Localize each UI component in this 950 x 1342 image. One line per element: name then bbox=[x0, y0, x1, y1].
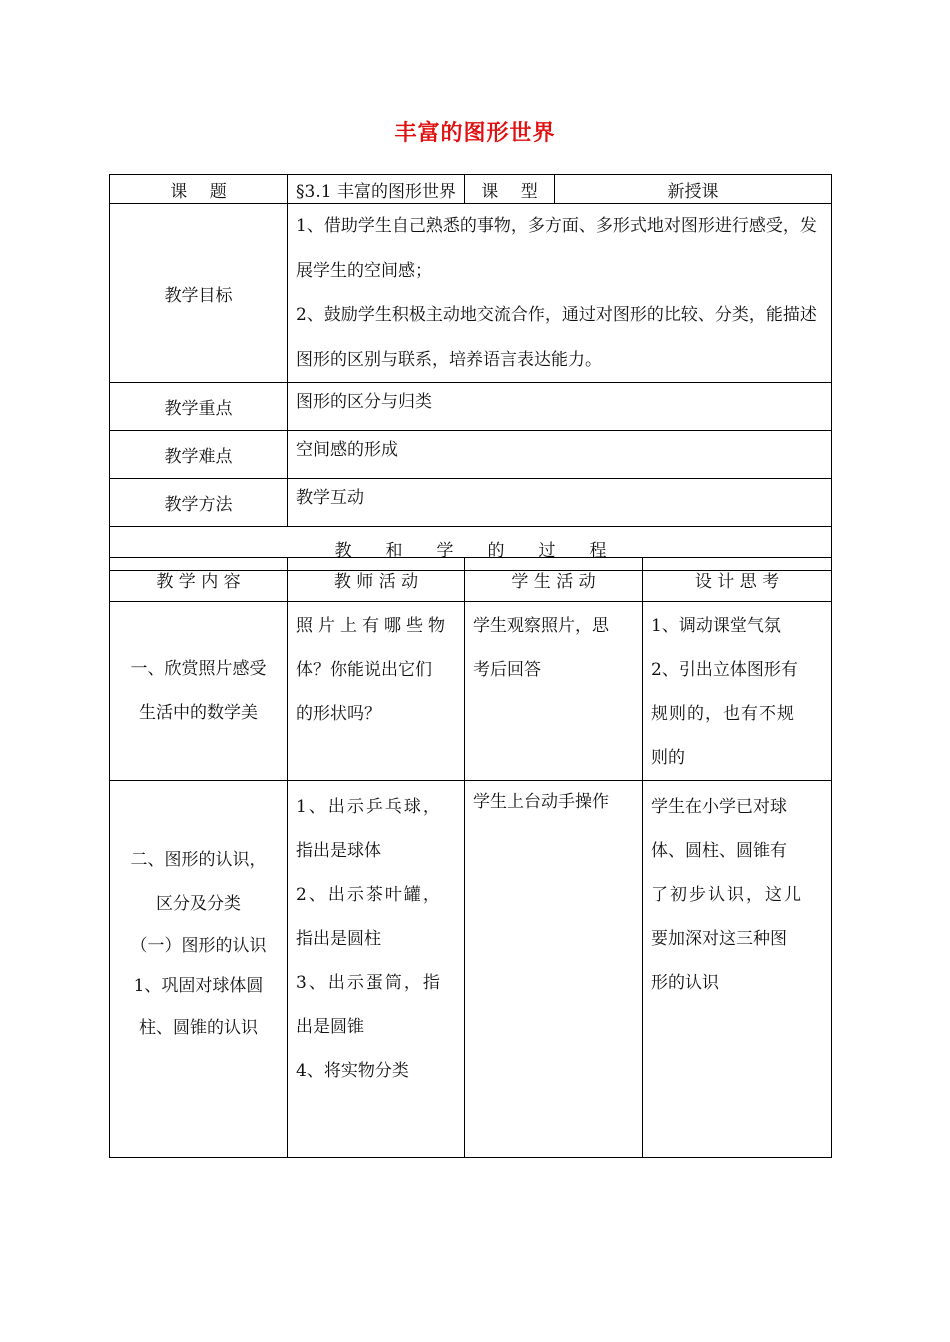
process-columns-row bbox=[110, 558, 832, 602]
lesson-plan-table bbox=[109, 174, 832, 571]
step-2-teacher-line: 指出是圆柱 bbox=[296, 929, 381, 949]
objectives-row bbox=[110, 204, 832, 383]
type-value: 新授课 bbox=[555, 175, 832, 204]
topic-label: 课 题 bbox=[110, 175, 288, 204]
type-label: 课 型 bbox=[465, 175, 555, 204]
step-2-content-line: 柱、圆锥的认识 bbox=[139, 1018, 258, 1038]
process-heading: 教 和 学 的 过 程 bbox=[110, 527, 832, 571]
step-row bbox=[110, 781, 832, 1158]
column-design: 设 计 思 考 bbox=[643, 558, 832, 602]
column-teacher: 教 师 活 动 bbox=[288, 558, 465, 602]
step-1-teacher bbox=[288, 602, 465, 781]
step-2-teacher-line: 1、出示乒乓球， bbox=[296, 797, 442, 817]
method-value: 教学互动 bbox=[288, 479, 832, 527]
process-table bbox=[109, 557, 832, 1158]
column-student: 学 生 活 动 bbox=[465, 558, 643, 602]
step-2-teacher-line: 2、出示茶叶罐， bbox=[296, 885, 442, 905]
step-1-content-line: 生活中的数学美 bbox=[139, 703, 258, 723]
step-2-content-line: 二、图形的认识， bbox=[130, 850, 267, 870]
objective-1: 1、借助学生自己熟悉的事物，多方面、多形式地对图形进行感受，发展学生的空间感； bbox=[296, 216, 817, 281]
step-2-teacher-line: 出是圆锥 bbox=[296, 1017, 364, 1037]
key-point-row bbox=[110, 383, 832, 431]
page-title: 丰富的图形世界 bbox=[394, 121, 556, 146]
step-2-design-line: 学生在小学已对球 bbox=[651, 797, 787, 817]
step-2-content-line: 区分及分类 bbox=[156, 894, 241, 914]
method-label: 教学方法 bbox=[110, 479, 288, 527]
difficulty-row bbox=[110, 431, 832, 479]
step-1-student-line: 学生观察照片，思 bbox=[473, 616, 609, 636]
step-1-teacher-line: 体？你能说出它们 bbox=[296, 660, 432, 680]
step-2-teacher bbox=[288, 781, 465, 1158]
step-2-design-line: 体、圆柱、圆锥有 bbox=[651, 841, 787, 861]
step-2-content-line: 1、巩固对球体圆 bbox=[133, 976, 264, 996]
step-2-design bbox=[643, 781, 832, 1158]
step-2-teacher-line: 4、将实物分类 bbox=[296, 1061, 409, 1081]
step-2-student bbox=[465, 781, 643, 1158]
step-1-student bbox=[465, 602, 643, 781]
objectives-cell bbox=[288, 204, 832, 383]
step-1-design-line: 规则的，也有不规 bbox=[651, 704, 795, 724]
step-1-design-line: 则的 bbox=[651, 748, 685, 768]
objective-2: 2、鼓励学生积极主动地交流合作，通过对图形的比较、分类，能描述图形的区别与联系，培养语言表达能力。 bbox=[296, 305, 817, 370]
key-point-value: 图形的区分与归类 bbox=[288, 383, 832, 431]
topic-value: §3.1 丰富的图形世界 bbox=[288, 175, 465, 204]
difficulty-label: 教学难点 bbox=[110, 431, 288, 479]
step-2-content-line: （一）图形的认识 bbox=[130, 936, 267, 956]
step-2-teacher-line: 3、出示蛋筒，指 bbox=[296, 973, 442, 993]
step-2-teacher-line: 指出是球体 bbox=[296, 841, 381, 861]
step-1-design-line: 1、调动课堂气氛 bbox=[651, 616, 781, 636]
step-row bbox=[110, 602, 832, 781]
objectives-label: 教学目标 bbox=[110, 204, 288, 383]
difficulty-value: 空间感的形成 bbox=[288, 431, 832, 479]
method-row bbox=[110, 479, 832, 527]
step-1-content bbox=[110, 602, 288, 781]
step-1-design-line: 2、引出立体图形有 bbox=[651, 660, 798, 680]
step-1-teacher-line: 照片上有哪些物 bbox=[296, 616, 450, 636]
step-2-design-line: 了初步认识，这儿 bbox=[651, 885, 803, 905]
key-point-label: 教学重点 bbox=[110, 383, 288, 431]
step-2-design-line: 形的认识 bbox=[651, 973, 719, 993]
step-2-design-line: 要加深对这三种图 bbox=[651, 929, 787, 949]
header-row bbox=[110, 175, 832, 204]
step-1-student-line: 考后回答 bbox=[473, 660, 541, 680]
column-content: 教 学 内 容 bbox=[110, 558, 288, 602]
step-2-content bbox=[110, 781, 288, 1158]
step-2-student-line: 学生上台动手操作 bbox=[473, 792, 609, 812]
step-1-content-line: 一、欣赏照片感受 bbox=[130, 659, 267, 679]
step-1-teacher-line: 的形状吗？ bbox=[296, 704, 381, 724]
step-1-design bbox=[643, 602, 832, 781]
